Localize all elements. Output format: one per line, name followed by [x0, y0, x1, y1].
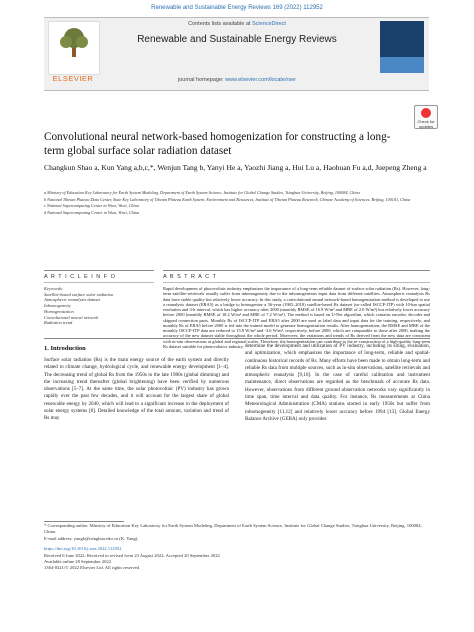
keywords-label: Keywords: — [44, 286, 64, 291]
affiliation-b: b National Tibetan Plateau Data Center, State Key Laboratory of Tibetan Plateau Earth System, Environment and Resources, Institute of Tibetan Plateau Research, Chinese Academy of Sciences, Beijing, 100101, China — [44, 196, 411, 202]
keyword: Inhomogeneity — [44, 303, 71, 309]
update-icon — [421, 108, 431, 118]
elsevier-logo — [48, 21, 100, 75]
doi-link[interactable]: https://doi.org/10.1016/j.rser.2022.112952 — [44, 546, 122, 552]
keywords-block — [44, 286, 154, 326]
divider — [44, 270, 154, 271]
intro-column-2: determine the development and utilization of PV industry, including its siting, evaluation, and optimization, which emphasizes the importance of long-term, reliable and spatial-continuous historical records of Rs. Many efforts have been made to obtain long-term and reliable Rs data from multiple sources, such as in-situ observations, satellite retrievals and atmospheric reanalysis [9,10]. In the case of careful calibration and instrument maintenance, direct observations are regarded as the benchmark of accurate Rs data. However, observations from different ground observation networks vary significantly in time span, time interval and data quality. For instance, Rs measurements at China Meteorological Administration (CMA) stations started in early 1950s but suffer from inhomogeneity [11,12] and relatively lower accuracy before 1994 [13]. Global Energy Balance Archive (GEBA) only provides — [245, 343, 430, 422]
journal-cover — [380, 21, 424, 73]
article-title: Convolutional neural network-based homogenization for constructing a long-term global surface solar radiation dataset — [44, 131, 391, 157]
keyword: Atmospheric reanalysis dataset — [44, 297, 101, 303]
journal-citation: Renewable and Sustainable Energy Reviews 169 (2022) 112952 — [151, 5, 323, 11]
contents-line — [104, 21, 370, 27]
author-list: Changkun Shao a, Kun Yang a,b,c,*, Wenjun Tang b, Yanyi He a, Yaozhi Jiang a, Hui Lu a, Haohuan Fu a,d, Juepeng Zheng a — [44, 163, 427, 172]
abstract-heading: A B S T R A C T — [163, 274, 217, 280]
divider — [163, 270, 430, 271]
homepage-link[interactable]: www.elsevier.com/locate/rser — [225, 77, 296, 83]
affiliation-c: c National Supercomputing Center in Wuxi, Wuxi, China — [44, 203, 139, 209]
copyright-line: 1364-0321/© 2022 Elsevier Ltd. All rights reserved. — [44, 565, 141, 571]
cover-band — [380, 57, 424, 73]
keyword: Radiation trend — [44, 320, 73, 326]
email-line[interactable]: E-mail address: yangk@tsinghua.edu.cn (K. Yang). — [44, 535, 139, 541]
footnote-block — [44, 523, 429, 572]
intro-heading: 1. Introduction — [44, 345, 86, 352]
received-line: Received 6 June 2022; Received in revised form 23 August 2022; Accepted 20 September 2022 — [44, 552, 220, 558]
affiliation-d: d National Supercomputing Center in Wuxi, Wuxi, China — [44, 209, 140, 215]
keyword: Satellite-based surface solar radiation — [44, 291, 114, 297]
homepage-prefix: journal homepage: — [177, 77, 226, 83]
affiliations — [44, 190, 429, 216]
divider — [44, 338, 430, 339]
tree-icon — [57, 27, 91, 57]
check-updates-badge[interactable] — [414, 105, 438, 129]
journal-header — [44, 17, 429, 89]
journal-name: Renewable and Sustainable Energy Reviews — [137, 34, 337, 45]
abstract-text: Rapid development of photovoltaic industry emphasizes the importance of a long-term reliable dataset of surface solar radiation (Rs). However, long-term satellite-retrievals usually suffer from inhomogeneity due to the inhomogeneous input data from different satellites. Atmospheric reanalysis Rs data have stable quality but relatively lower accuracy. In this study, a convolutional neural network-based homogenization method is developed to use a reanalysis dataset (ERA5) as a bridge to homogenize a 36-year (1983–2018) satellite-based Rs dataset (so-called ISCCP-ITP) with 10-km spatial resolution and 3-h interval, which has higher accuracy after 2000 (monthly RMSE of 16.9 W/m² and MBE of 2.0 W/m²) but relatively lower accuracy before 2000 (monthly RMSE of 18.2 W/m² and MBE of 7.2 W/m²). The method is based on U-Net algorithm, which contains encoder, decoder and skipped connection parts. Monthly Rs of ISCCP-ITP and ERA5 after 2000 are used as label data and input data for the training, respectively, and monthly Rs of ERA5 before 2000 is fed into the trained model to generate homogenization results. After homogenization, the RMSE and MBE of the monthly ISCCP-ITP data are reduced to 15.8 W/m² and -3.6 W/m², respectively, before 2000, which are comparable to those after 2000, making the accuracy of the new dataset stable throughout the whole period. Moreover, the variations and trends of Rs derived from the new data are consistent with in-situ observations at global and regional scales. Therefore, the homogenization can contribute to the re-construction of a high-quality long-term Rs dataset suitable for photovoltaics industry. — [163, 286, 430, 349]
intro-column-1: Surface solar radiation (Rs) is the main energy source of the earth system and directly related to climate change, hydrological cycle, and renewable energy development [1–4]. The decreasing trend of global Rs from the 1950s to the late 1980s (global dimming) and the increasing trend thereafter (global brightening) have been verified by numerous observations [5–7]. At the same time, the solar photovoltaic (PV) industry has grown rapidly over the past few decades, and it will account for the largest share of global renewable energy by 2040, which will lead to a significant increase in the deployment of solar energy systems [8]. Detailed knowledge of the total amount, variation and trend of Rs may — [44, 357, 229, 422]
keyword: Homogenization — [44, 308, 74, 314]
available-line: Available online 28 September 2022 — [44, 559, 112, 565]
homepage-line — [104, 77, 370, 83]
check-updates-label: Check for updates — [417, 119, 435, 129]
publisher-name: ELSEVIER — [52, 74, 94, 83]
sciencedirect-link[interactable]: ScienceDirect — [251, 21, 286, 27]
divider — [44, 282, 154, 283]
article-info-heading: A R T I C L E I N F O — [44, 274, 116, 280]
keyword: Convolutional neural network — [44, 314, 99, 320]
affiliation-a: a Ministry of Education Key Laboratory for Earth System Modeling, Department of Earth System Science, Institute for Global Change Studies, Tsinghua University, Beijing, 100084, China — [44, 190, 360, 195]
divider — [163, 282, 430, 283]
contents-prefix: Contents lists available at — [188, 21, 252, 27]
corresponding-author: * Corresponding author. Ministry of Education Key Laboratory for Earth System Modeling, Department of Earth System Science, Institute for Global Change Studies, Tsinghua University, Beijing, 100084, China. — [44, 523, 422, 535]
footnote-rule — [44, 521, 124, 522]
